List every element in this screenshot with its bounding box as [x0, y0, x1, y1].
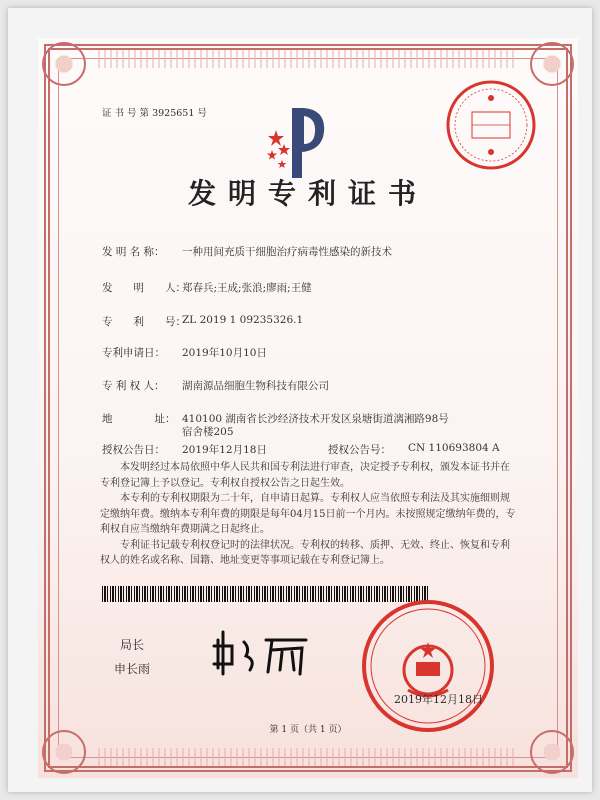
- field-value-application-date: 2019年10月10日: [182, 347, 267, 359]
- field-label-grant-number: 授权公告号：: [328, 444, 391, 456]
- body-paragraph: 本专利的专利权期限为二十年，自申请日起算。专利权人应当依照专利法及其实施细则规定缴纳年费。缴纳本专利年费的期限是每年04月15日前一个月内。未按照规定缴纳年费的，专利权自应当缴纳年费期满之日起终止。: [100, 493, 516, 535]
- official-seal-icon: [444, 78, 538, 172]
- field-label-patent-number: 专 利 号：: [102, 316, 186, 328]
- field-label-inventors: 发 明 人：: [102, 282, 186, 294]
- certificate-number: 证 书 号 第 3925651 号: [102, 108, 207, 119]
- field-value-invention-name: 一种用间充质干细胞治疗病毒性感染的新技术: [182, 246, 392, 258]
- bottom-guilloche: [98, 748, 518, 766]
- field-label-application-date: 专利申请日：: [102, 347, 165, 359]
- field-value-grant-number: CN 110693804 A: [408, 442, 500, 454]
- signature-icon: [210, 626, 320, 681]
- page-number: 第 1 页（共 1 页）: [269, 725, 347, 735]
- field-label-grant-date: 授权公告日：: [102, 444, 165, 456]
- field-label-address: 地 址：: [102, 413, 176, 425]
- body-paragraph: 专利证书记载专利权登记时的法律状况。专利权的转移、质押、无效、终止、恢复和专利权人的姓名或名称、国籍、地址变更等事项记载在专利登记簿上。: [100, 539, 510, 566]
- field-value-patentee: 湖南源品细胞生物科技有限公司: [182, 380, 329, 392]
- chief-name: 申长雨: [114, 662, 151, 676]
- certification-seal-icon: [360, 598, 496, 734]
- certificate-body-text: [100, 460, 518, 569]
- corner-ornament: [42, 42, 86, 86]
- corner-ornament: [530, 730, 574, 774]
- certificate-title: 发明专利证书: [187, 177, 428, 210]
- top-guilloche: [98, 50, 518, 68]
- patent-office-logo-icon: [264, 104, 330, 182]
- chief-title: 局长: [120, 638, 145, 652]
- field-label-invention-name: 发 明 名 称：: [102, 246, 165, 258]
- seal-date: 2019年12月18日: [394, 693, 483, 706]
- field-value-address: 410100 湖南省长沙经济技术开发区泉塘街道漓湘路98号: [182, 413, 449, 425]
- certificate-paper: [38, 38, 578, 778]
- field-value-inventors: 郑春兵;王成;张浪;廖雨;王健: [182, 282, 312, 294]
- field-value-grant-date: 2019年12月18日: [182, 444, 267, 456]
- field-value-patent-number: ZL 2019 1 09235326.1: [182, 314, 304, 326]
- corner-ornament: [42, 730, 86, 774]
- body-paragraph: 本发明经过本局依照中华人民共和国专利法进行审查，决定授予专利权，颁发本证书并在专利登记簿上予以登记。专利权自授权公告之日起生效。: [100, 462, 510, 489]
- field-value-address-line2: 宿舍楼205: [182, 426, 234, 438]
- field-label-patentee: 专 利 权 人：: [102, 380, 165, 392]
- certificate-frame: [8, 8, 592, 792]
